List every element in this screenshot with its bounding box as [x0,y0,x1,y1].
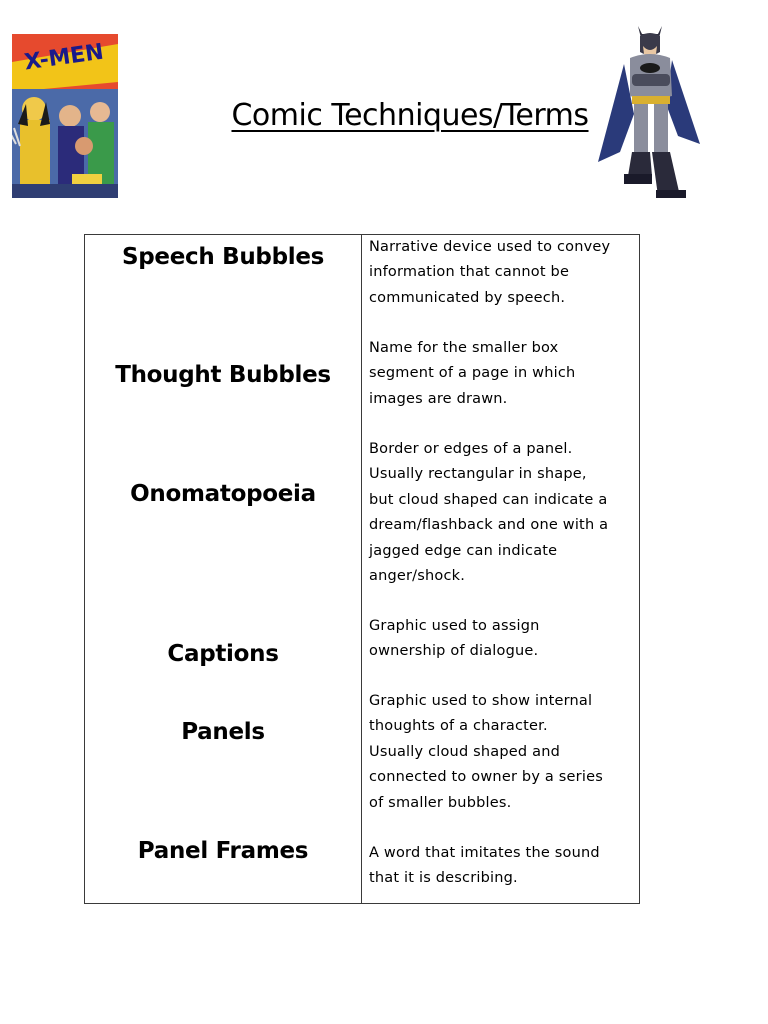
definition-line: Narrative device used to convey [369,239,611,255]
term-panel-frames: Panel Frames [137,838,309,864]
definition-line: Usually cloud shaped and [369,743,561,760]
definition-line: thoughts of a character. [369,718,548,735]
definition-line: Border or edges of a panel. [369,441,573,457]
batman-figure-image [594,24,706,200]
definition-line: A word that imitates the sound [369,845,600,861]
definition-line: dream/flashback and one with a [369,517,609,534]
definition-1 [369,235,637,311]
definition-line: anger/shock. [369,568,466,585]
terms-table [84,234,640,904]
definition-4 [369,614,637,665]
definition-3 [369,437,637,589]
term-thought-bubbles: Thought Bubbles [115,362,331,388]
xmen-logo-text: X-MEN [22,39,106,76]
definition-line: Name for the smaller box [369,340,559,356]
term-panels: Panels [181,719,265,745]
term-onomatopoeia: Onomatopoeia [130,481,316,507]
definition-line: Graphic used to show internal [369,693,593,709]
definition-2 [369,336,637,412]
definition-line: segment of a page in which [369,365,576,382]
definition-line: Graphic used to assign [369,618,540,634]
term-speech-bubbles: Speech Bubbles [121,244,325,270]
definition-line: that it is describing. [369,870,518,887]
definition-line: but cloud shaped can indicate a [369,491,608,508]
term-captions: Captions [167,641,279,667]
definition-line: connected to owner by a series [369,769,603,786]
definition-5 [369,689,637,816]
page-title: Comic Techniques/Terms [231,98,589,133]
definition-line: images are drawn. [369,390,508,407]
definition-line: jagged edge can indicate [369,542,558,559]
definition-line: ownership of dialogue. [369,643,539,660]
xmen-comic-cover-image [12,34,118,198]
definition-line: Usually rectangular in shape, [369,466,587,483]
definition-line: information that cannot be [369,264,570,281]
definition-line: of smaller bubbles. [369,794,512,811]
definition-6 [369,841,637,892]
definition-line: communicated by speech. [369,289,566,306]
column-divider [361,235,362,903]
